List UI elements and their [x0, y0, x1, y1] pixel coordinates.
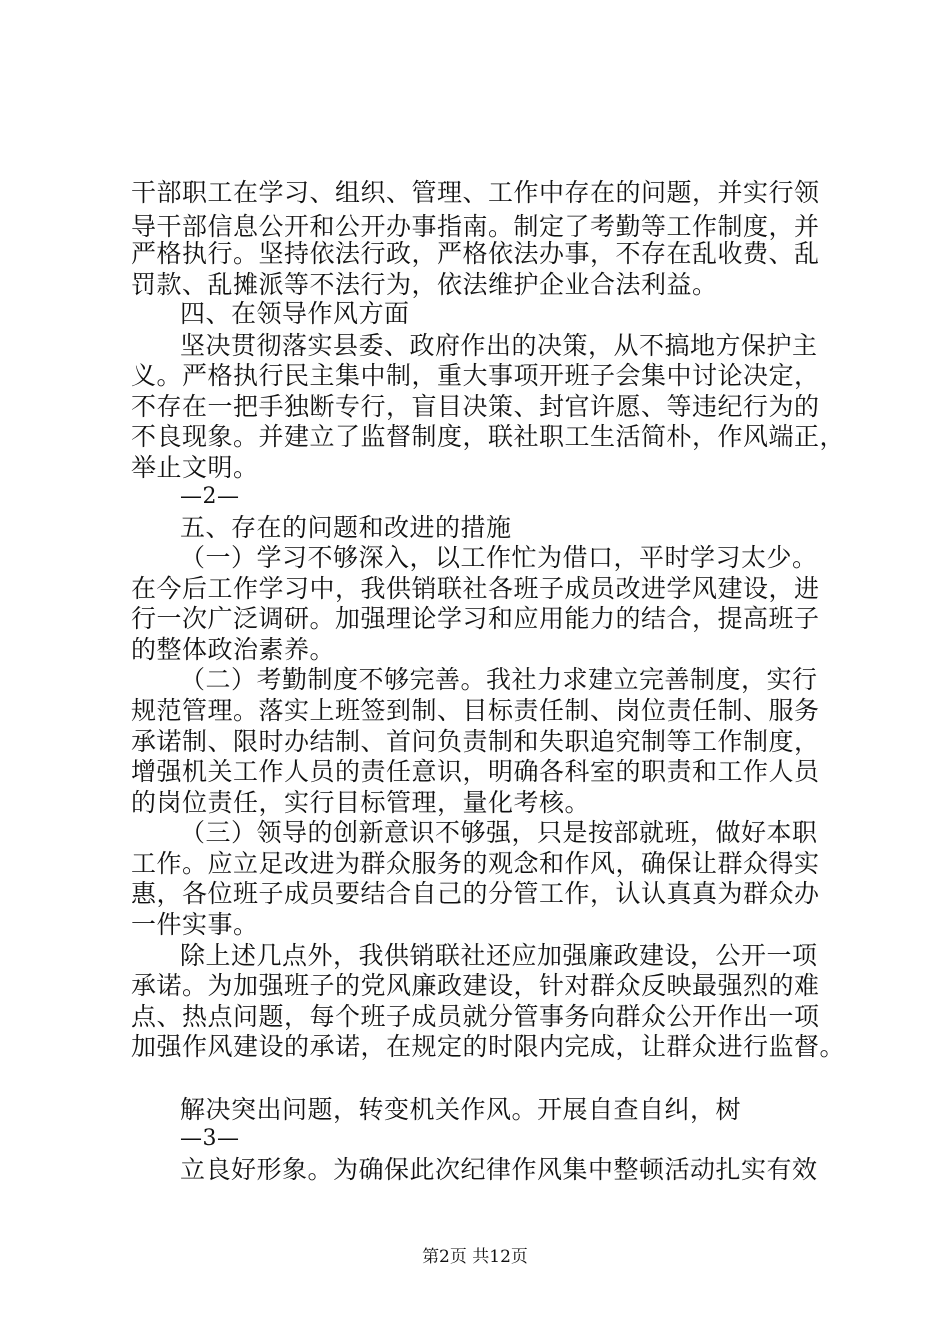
text-line: 一件实事。 [131, 910, 259, 939]
section-heading: 五、存在的问题和改进的措施 [180, 513, 512, 542]
text-line: 立良好形象。为确保此次纪律作风集中整顿活动扎实有效 [180, 1155, 818, 1184]
text-line: （三）领导的创新意识不够强，只是按部就班，做好本职 [180, 818, 818, 847]
page-marker: —3— [180, 1126, 240, 1151]
text-line: 坚决贯彻落实县委、政府作出的决策，从不搞地方保护主 [180, 331, 818, 360]
text-line: 干部职工在学习、组织、管理、工作中存在的问题，并实行领 [131, 178, 820, 207]
text-line: 导干部信息公开和公开办事指南。制定了考勤等工作制度，并 [131, 212, 820, 241]
page-footer: 第2页 共12页 [422, 1247, 528, 1267]
text-line: 的整体政治素养。 [131, 635, 336, 664]
text-line: 的岗位责任，实行目标管理，量化考核。 [131, 788, 591, 817]
text-line: 规范管理。落实上班签到制、目标责任制、岗位责任制、服务 [131, 696, 820, 725]
text-line: 罚款、乱摊派等不法行为，依法维护企业合法利益。 [131, 270, 718, 299]
text-line: （二）考勤制度不够完善。我社力求建立完善制度，实行 [180, 665, 818, 694]
text-line: 不存在一把手独断专行，盲目决策、封官许愿、等违纪行为的 [131, 392, 820, 421]
page-marker: —2— [180, 484, 240, 509]
text-line: 增强机关工作人员的责任意识，明确各科室的职责和工作人员 [131, 757, 820, 786]
text-line: 严格执行。坚持依法行政，严格依法办事，不存在乱收费、乱 [131, 239, 820, 268]
text-line: 工作。应立足改进为群众服务的观念和作风，确保让群众得实 [131, 849, 820, 878]
text-line: 举止文明。 [131, 453, 259, 482]
text-line: 行一次广泛调研。加强理论学习和应用能力的结合，提高班子 [131, 604, 820, 633]
text-line: 义。严格执行民主集中制，重大事项开班子会集中讨论决定， [131, 361, 820, 390]
text-line: 承诺。为加强班子的党风廉政建设，针对群众反映最强烈的难 [131, 971, 820, 1000]
text-line: 承诺制、限时办结制、首问负责制和失职追究制等工作制度， [131, 727, 820, 756]
section-heading: 四、在领导作风方面 [180, 299, 410, 328]
text-line: 加强作风建设的承诺，在规定的时限内完成，让群众进行监督。 [131, 1032, 846, 1061]
text-line: （一）学习不够深入，以工作忙为借口，平时学习太少。 [180, 543, 818, 572]
text-line: 在今后工作学习中，我供销联社各班子成员改进学风建设，进 [131, 574, 820, 603]
text-line: 不良现象。并建立了监督制度，联社职工生活简朴，作风端正， [131, 422, 846, 451]
text-line: 除上述几点外，我供销联社还应加强廉政建设，公开一项 [180, 941, 818, 970]
text-line: 解决突出问题，转变机关作风。开展自查自纠，树 [180, 1095, 742, 1124]
text-line: 惠，各位班子成员要结合自己的分管工作，认认真真为群众办 [131, 879, 820, 908]
text-line: 点、热点问题，每个班子成员就分管事务向群众公开作出一项 [131, 1002, 820, 1031]
